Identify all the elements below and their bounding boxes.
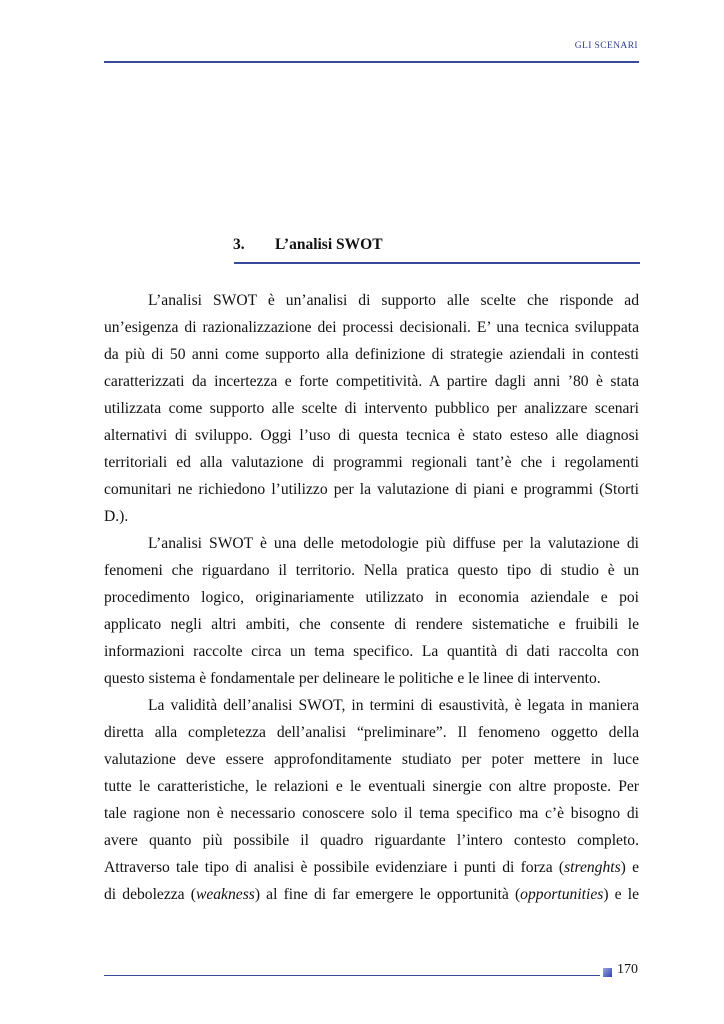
paragraph-line: L’analisi SWOT è una delle metodologie più diffuse per la valutazione di bbox=[148, 535, 639, 552]
line-text: Attraverso tale tipo di analisi è possibile evidenziare i punti di forza ( bbox=[104, 859, 565, 876]
paragraph-line: questo sistema è fondamentale per delineare le politiche e le linee di intervento. bbox=[104, 670, 601, 687]
paragraph-line bbox=[104, 881, 639, 908]
paragraph-line bbox=[104, 854, 639, 881]
paragraph-line: caratterizzati da incertezza e forte competitività. A partire dagli anni ’80 è stata bbox=[104, 373, 639, 390]
line-text: di debolezza ( bbox=[104, 886, 196, 903]
paragraph-line: valutazione deve essere approfonditamente studiato per poter mettere in luce bbox=[104, 751, 639, 768]
body-text bbox=[104, 287, 639, 908]
paragraph-line: L’analisi SWOT è un’analisi di supporto alle scelte che risponde ad bbox=[148, 292, 639, 309]
section-heading-rule bbox=[234, 262, 640, 264]
paragraph-line: fenomeni che riguardano il territorio. Nella pratica questo tipo di studio è un bbox=[104, 562, 639, 579]
paragraph-line: informazioni raccolte circa un tema specifico. La quantità di dati raccolta con bbox=[104, 643, 639, 660]
footer-rule bbox=[104, 975, 600, 976]
header-rule bbox=[104, 61, 639, 63]
paragraph-line: un’esigenza di razionalizzazione dei processi decisionali. E’ una tecnica sviluppata bbox=[104, 319, 639, 336]
paragraph-line: diretta alla completezza dell’analisi “preliminare”. Il fenomeno oggetto della bbox=[104, 724, 639, 741]
paragraph-line: La validità dell’analisi SWOT, in termini di esaustività, è legata in maniera bbox=[148, 697, 639, 714]
paragraph-line: applicato negli altri ambiti, che consente di rendere sistematiche e fruibili le bbox=[104, 616, 639, 633]
page-number: 170 bbox=[617, 962, 638, 977]
paragraph-line: tutte le caratteristiche, le relazioni e le eventuali sinergie con altre proposte. Per bbox=[104, 778, 639, 795]
section-heading bbox=[233, 236, 383, 254]
paragraph-line: procedimento logico, originariamente utilizzato in economia aziendale e poi bbox=[104, 589, 639, 606]
running-head: GLI SCENARI bbox=[574, 41, 638, 51]
paragraph-line: alternativi di sviluppo. Oggi l’uso di questa tecnica è stato esteso alle diagnosi bbox=[104, 427, 639, 444]
line-text: ) e bbox=[620, 859, 640, 876]
line-text: ) al fine di far emergere le opportunità ( bbox=[254, 886, 521, 903]
paragraph-line: D.). bbox=[104, 508, 129, 525]
italic-term: strenghts bbox=[564, 859, 621, 876]
paragraph-line: comunitari ne richiedono l’utilizzo per la valutazione di piani e programmi (Storti bbox=[104, 481, 639, 498]
italic-term: weakness bbox=[195, 886, 255, 903]
paragraph-line: avere quanto più possibile il quadro riguardante l’intero contesto completo. bbox=[104, 832, 639, 849]
section-title: L’analisi SWOT bbox=[275, 236, 383, 253]
section-number: 3. bbox=[233, 236, 245, 253]
footer-square-icon bbox=[603, 968, 612, 977]
paragraph-line: territoriali ed alla valutazione di programmi regionali tant’è che i regolamenti bbox=[104, 454, 639, 471]
line-text: ) e le bbox=[603, 886, 639, 903]
paragraph-line: utilizzata come supporto alle scelte di intervento pubblico per analizzare scenari bbox=[104, 400, 639, 417]
paragraph-1 bbox=[104, 287, 639, 530]
paragraph-line: da più di 50 anni come supporto alla definizione di strategie aziendali in contesti bbox=[104, 346, 639, 363]
paragraph-line: tale ragione non è necessario conoscere solo il tema specifico ma c’è bisogno di bbox=[104, 805, 639, 822]
paragraph-2 bbox=[104, 530, 639, 692]
paragraph-3 bbox=[104, 692, 639, 908]
italic-term: opportunities bbox=[520, 886, 604, 903]
